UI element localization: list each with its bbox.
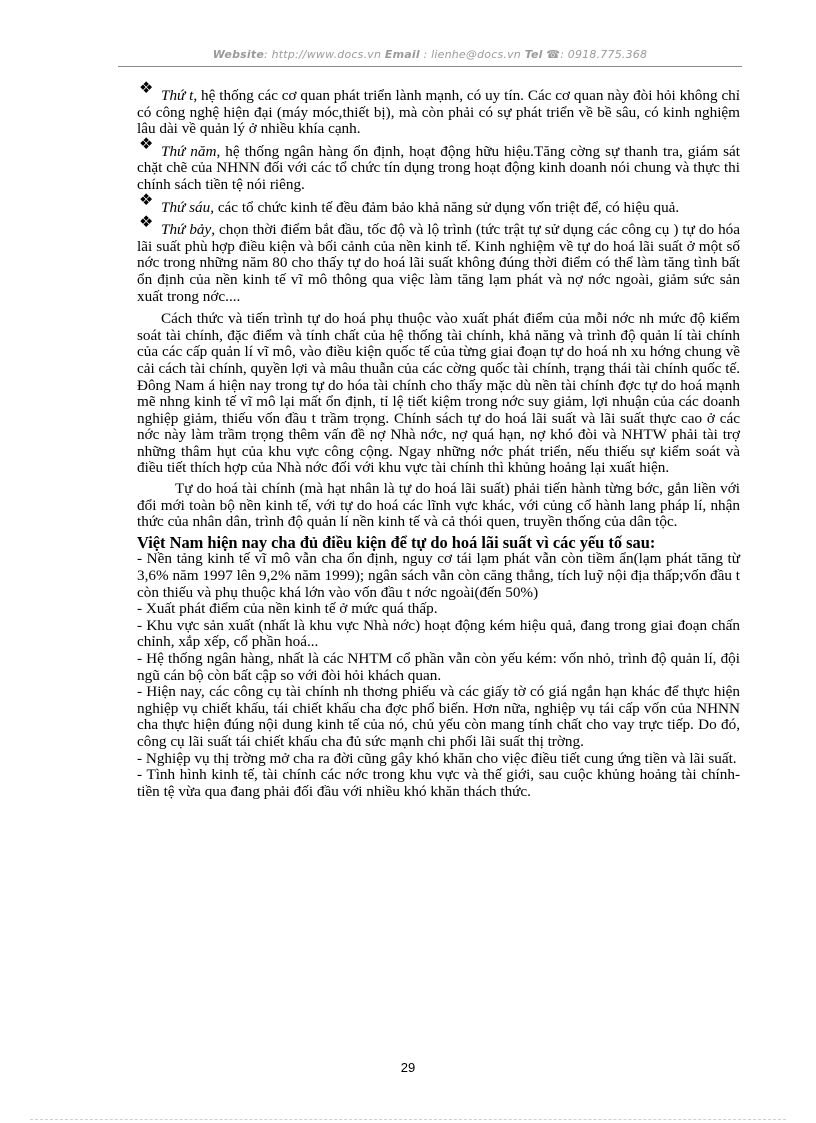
section-heading: Việt Nam hiện nay cha đủ điều kiện để tự do hoá lãi suất vì các yếu tố sau:: [137, 532, 656, 552]
website-value: : http://www.docs.vn: [264, 48, 382, 61]
list-item: - Tình hình kinh tế, tài chính các nớc trong khu vực và thế giới, sau cuộc khủng hoảng tài chính- tiền tệ vừa qua đang phải đối đầu với nhiều khó khăn thách thức.: [137, 766, 740, 800]
diamond-bullet-icon: ❖: [139, 78, 154, 97]
bullet-item: ❖ Thứ t, hệ thống các cơ quan phát triển lành mạnh, có uy tín. Các cơ quan này đòi hỏi không chỉ có công nghệ hiện đại (máy móc,thiết bị), mà còn phải có sự phát triển về bề sâu, có kinh nghiệm lâu dài về quản lý ở nhiều khía cạnh.: [137, 88, 740, 138]
document-body: [137, 78, 740, 800]
bullet-item: ❖ Thứ sáu, các tổ chức kinh tế đều đảm bảo khả năng sử dụng vốn triệt để, có hiệu quả.: [137, 200, 740, 217]
tel-value: ☎: 0918.775.368: [542, 48, 648, 61]
page-number: 29: [400, 1060, 416, 1075]
tel-label: Tel: [524, 48, 543, 61]
diamond-bullet-icon: ❖: [139, 189, 154, 209]
reason-list: [137, 551, 740, 800]
bullet-item: ❖ Thứ bảy, chọn thời điểm bắt đầu, tốc độ và lộ trình (tức trật tự sử dụng các công cụ ) tự do hóa lãi suất phù hợp điều kiện và bối cảnh của nền kinh tế. Kinh nghiệm về tự do hoá lãi suất ở một số nớc trong những năm 80 cho thấy tự do hoá lãi suất không đúng thời điểm có thể làm tăng tình bất ổn định của nền kinh tế vĩ mô thông qua việc làm tăng lạm phát và nợ nớc ngoài, giảm sức sản xuất trong nớc....: [137, 222, 740, 305]
footer-divider: [30, 1119, 786, 1120]
list-item: - Xuất phát điểm của nền kinh tế ở mức quá thấp.: [137, 600, 438, 618]
email-value: : lienhe@docs.vn: [419, 48, 521, 61]
paragraph: Cách thức và tiến trình tự do hoá phụ thuộc vào xuất phát điểm của mỗi nớc nh mức độ kiểm soát tài chính, đặc điểm và tính chất của hệ thống tài chính, khả năng và trình độ quản lí tài chính của các cấp quản lí vĩ mô, vào điều kiện quốc tế của từng giai đoạn tự do hoá nh xu hớng chung về cải cách tài chính, quyền lợi và mâu thuẫn của các cờng quốc tài chính, trạng thái tài chính quốc tế. Đông Nam á hiện nay trong tự do hóa tài chính cho thấy mặc dù nền tài chính đợc tự do hoá mạnh mẽ nhng kinh tế vĩ mô lại mất ổn định, tỉ lệ tiết kiệm trong nớc suy giảm, lợi nhuận của các doanh nghiệp giảm, thiếu vốn đầu t trầm trọng. Chính sách tự do hoá lãi suất và lãi suất thực cao ở các nớc này làm trầm trọng thêm vấn đề nợ Nhà nớc, nợ quá hạn, nợ khó đòi và NHTW phải tài trợ những thâm hụt của khu vực công cộng. Ngay những nớc phát triển, nếu thiếu sự kiểm soát và điều tiết thích hợp của Nhà nớc đối với khu vực tài chính thì khủng hoảng lại xuất hiện.: [137, 310, 740, 477]
list-item: - Hệ thống ngân hàng, nhất là các NHTM cổ phần vẫn còn yếu kém: vốn nhỏ, trình độ quản lí, đội ngũ cán bộ còn bất cập so với đòi hỏi khách quan.: [137, 650, 740, 684]
list-item: - Nghiệp vụ thị trờng mở cha ra đời cũng gây khó khăn cho việc điều tiết cung ứng tiền và lãi suất.: [137, 749, 737, 767]
diamond-bullet-icon: ❖: [139, 212, 154, 232]
list-item: - Nền tảng kinh tế vĩ mô vẫn cha ổn định, nguy cơ tái lạm phát vẫn còn tiềm ẩn(lạm phát tăng từ 3,6% năm 1997 lên 9,2% năm 1999); ngân sách vẫn còn căng thẳng, tích luỹ nội địa thấp;vốn đầu t còn thiếu và phụ thuộc khá lớn vào vốn đầu t nớc ngoài(đến 50%): [137, 550, 740, 601]
email-label: Email: [384, 48, 420, 61]
list-item: - Khu vực sản xuất (nhất là khu vực Nhà nớc) hoạt động kém hiệu quả, đang trong giai đoạn chấn chỉnh, xắp xếp, cổ phần hoá...: [137, 616, 740, 651]
paragraph: Tự do hoá tài chính (mà hạt nhân là tự do hoá lãi suất) phải tiến hành từng bớc, gắn liền với đổi mới toàn bộ nền kinh tế, với tự do hoá các lĩnh vực khác, với củng cố hành lang pháp lí, nhận thức của nhân dân, trình độ quản lí nền kinh tế và cả thói quen, truyền thống của dân tộc.: [137, 480, 740, 531]
list-item: - Hiện nay, các công cụ tài chính nh thơng phiếu và các giấy tờ có giá ngắn hạn khác để thực hiện nghiệp vụ chiết khấu, tái chiết khấu cha đợc phổ biến. Hơn nữa, nghiệp vụ tái cấp vốn của NHNN cha thực hiện đúng nội dung kinh tế của nó, chủ yếu còn mang tính chất cho vay trực tiếp. Do đó, công cụ lãi suất tái chiết khấu cha đủ sức mạnh chi phối lãi suất thị trờng.: [137, 683, 740, 750]
website-label: Website: [212, 48, 264, 61]
header-divider: [118, 66, 742, 67]
bullet-item: ❖ Thứ năm, hệ thống ngân hàng ổn định, hoạt động hữu hiệu.Tăng cờng sự thanh tra, giám sát chặt chẽ của NHNN đối với các tổ chức tín dụng trong hoạt động kinh doanh nói chung và thực thi chính sách tiền tệ nói riêng.: [137, 144, 740, 194]
page-header: [120, 48, 740, 61]
diamond-bullet-icon: ❖: [139, 133, 154, 153]
